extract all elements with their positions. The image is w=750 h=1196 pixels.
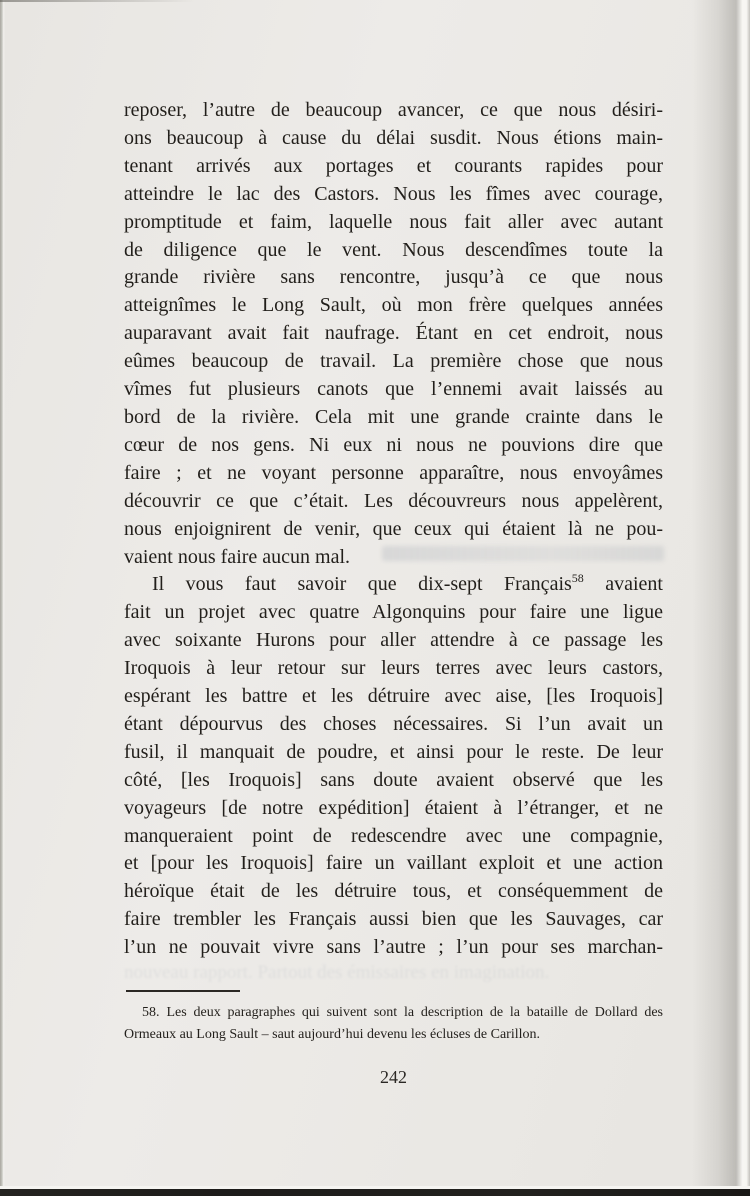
text-line: atteignîmes le Long Sault, où mon frère quelques années bbox=[124, 294, 663, 317]
scan-edge-bottom-highlight bbox=[0, 1186, 750, 1189]
text-line: espérant les battre et les détruire avec aise, [les Iroquois] bbox=[124, 685, 663, 708]
text-line: tenant arrivés aux portages et courants rapides pour bbox=[124, 154, 663, 177]
text-line: bord de la rivière. Cela mit une grande crainte dans le bbox=[124, 405, 663, 428]
text-line: promptitude et faim, laquelle nous fait aller avec autant bbox=[124, 210, 663, 233]
page-number: 242 bbox=[380, 1067, 407, 1087]
text-line: manqueraient point de redescendre avec une compagnie, bbox=[124, 824, 663, 847]
text-line: fait un projet avec quatre Algonquins pour faire une ligue bbox=[124, 601, 663, 624]
text-line: auparavant avait fait naufrage. Étant en cet endroit, nous bbox=[124, 322, 663, 345]
text-line bbox=[124, 571, 663, 599]
text-run: Il vous faut savoir que dix-sept Français bbox=[152, 573, 572, 596]
text-line: vaient nous faire aucun mal. bbox=[124, 545, 351, 568]
text-line: atteindre le lac des Castors. Nous les fîmes avec courage, bbox=[124, 182, 663, 205]
text-run: avaient bbox=[583, 573, 663, 596]
gutter-shadow bbox=[692, 0, 750, 1196]
footnote-58 bbox=[124, 1002, 663, 1045]
scan-edge-left bbox=[0, 0, 5, 1196]
text-line: de diligence que le vent. Nous descendîmes toute la bbox=[124, 238, 663, 261]
text-line: ons beaucoup à cause du délai susdit. Nous étions main- bbox=[124, 126, 663, 149]
footnote-separator-rule bbox=[126, 990, 240, 992]
text-line: faire ; et ne voyant personne apparaître, nous envoyâmes bbox=[124, 461, 663, 484]
text-line: héroïque était de les détruire tous, et conséquemment de bbox=[124, 880, 663, 903]
text-line: côté, [les Iroquois] sans doute avaient observé que les bbox=[124, 768, 663, 791]
text-line: reposer, l’autre de beaucoup avancer, ce que nous désiri- bbox=[124, 99, 663, 121]
text-line: et [pour les Iroquois] faire un vaillant exploit et une action bbox=[124, 852, 663, 875]
text-line: nous enjoignirent de venir, que ceux qui étaient là ne pou- bbox=[124, 517, 663, 540]
text-line: découvrir ce que c’était. Les découvreurs nous appelèrent, bbox=[124, 489, 663, 512]
text-line: l’un ne pouvait vivre sans l’autre ; l’un pour ses marchan- bbox=[124, 936, 663, 959]
text-line: faire trembler les Français aussi bien que les Sauvages, car bbox=[124, 908, 663, 931]
text-line: Iroquois à leur retour sur leurs terres avec leurs castors, bbox=[124, 657, 663, 680]
text-line: avec soixante Hurons pour aller attendre à ce passage les bbox=[124, 629, 663, 652]
text-line: vîmes fut plusieurs canots que l’ennemi avait laissés au bbox=[124, 378, 663, 401]
footnote-line: Ormeaux au Long Sault – saut aujourd’hui devenu les écluses de Carillon. bbox=[124, 1026, 541, 1042]
text-line: fusil, il manquait de poudre, et ainsi pour le reste. De leur bbox=[124, 740, 663, 763]
scan-edge-bottom bbox=[0, 1189, 750, 1196]
text-line: cœur de nos gens. Ni eux ni nous ne pouvions dire que bbox=[124, 433, 663, 456]
text-line: eûmes beaucoup de travail. La première chose que nous bbox=[124, 350, 663, 373]
text-line: voyageurs [de notre expédition] étaient à l’étranger, et ne bbox=[124, 796, 663, 819]
body-text bbox=[124, 97, 663, 962]
paragraph-2 bbox=[124, 571, 663, 962]
scan-edge-top bbox=[0, 0, 195, 2]
text-line: étant dépourvus des choses nécessaires. Si l’un avait un bbox=[124, 712, 663, 735]
footnote-reference-58: 58 bbox=[571, 570, 584, 585]
text-line: grande rivière sans rencontre, jusqu’à ce que nous bbox=[124, 266, 663, 289]
footnote-line: 58. Les deux paragraphes qui suivent sont la description de la bataille de Dollard des bbox=[142, 1005, 663, 1020]
bleedthrough-text: nouveau rapport. Partout des émissaires en imagination. bbox=[124, 962, 550, 983]
paragraph-1 bbox=[124, 97, 663, 571]
